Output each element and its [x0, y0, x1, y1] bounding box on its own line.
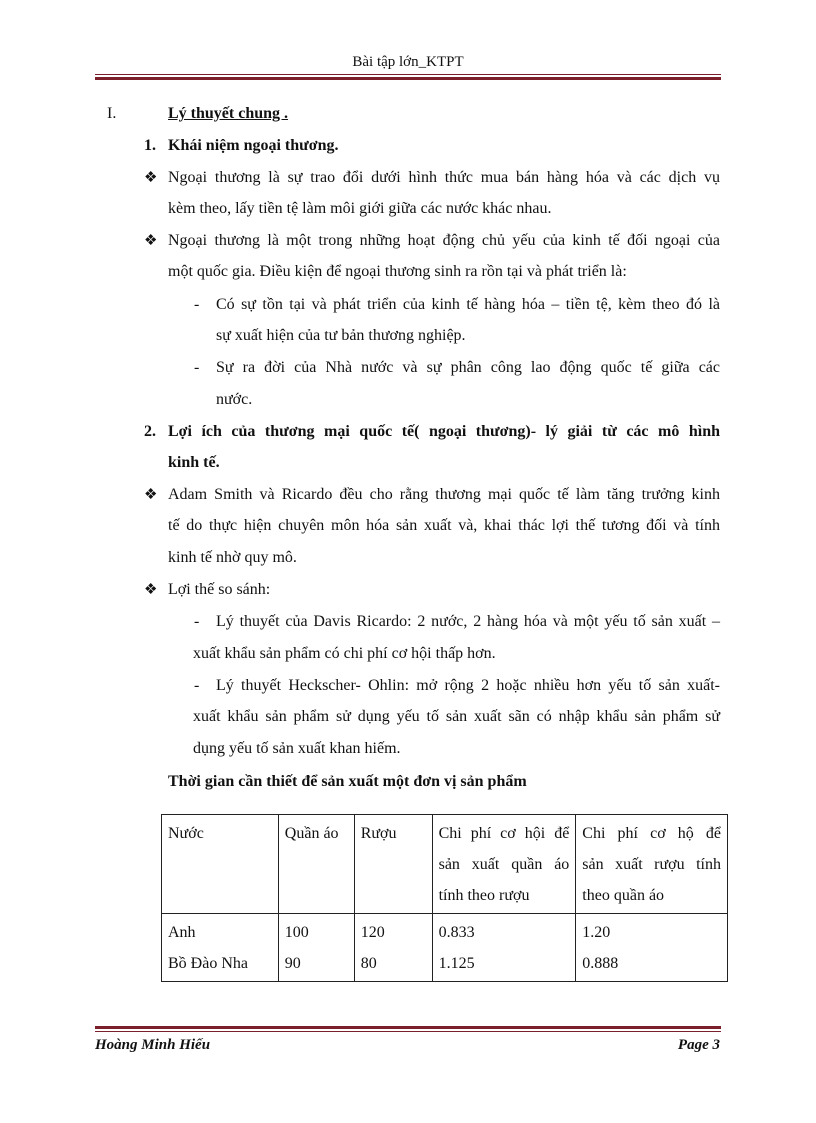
dash-item-3-line-2: xuất khẩu sản phẩm có chi phí cơ hội thấp hơn. — [193, 645, 496, 662]
subheading-1-title: Khái niệm ngoại thương. — [168, 137, 339, 154]
header-cell-line: theo quần áo — [582, 887, 665, 904]
dash-item-2-line-1: Sự ra đời của Nhà nước và sự phân công lao động quốc tế giữa các — [216, 359, 720, 376]
wine-cell — [354, 914, 432, 982]
header-country: Nước — [162, 815, 279, 914]
cost-wine-cell — [576, 914, 728, 982]
header-title: Bài tập lớn_KTPT — [352, 54, 464, 70]
cost-clothes-england: 0.833 — [438, 924, 475, 941]
dash-item-3-line-1: Lý thuyết của Davis Ricardo: 2 nước, 2 hàng hóa và một yếu tố sản xuất – — [216, 613, 720, 630]
paragraph-1-line-1: Ngoại thương là sự trao đổi dưới hình thức mua bán hàng hóa và các dịch vụ — [168, 169, 720, 186]
table-header-row — [162, 815, 728, 914]
clothes-portugal: 90 — [284, 955, 301, 972]
header-cell-line: sản xuất rượu tính — [582, 856, 721, 873]
dash-item-4-line-2: xuất khẩu sản phẩm sử dụng yếu tố sản xuất sãn có nhập khẩu sản phẩm sử — [193, 708, 720, 725]
header-cell-line: Chi phí cơ hội để — [438, 825, 570, 842]
header-cell-line: sản xuất quần áo — [438, 856, 570, 873]
country-cell — [162, 914, 279, 982]
header-clothes: Quần áo — [278, 815, 354, 914]
paragraph-3-line-1: Adam Smith và Ricardo đều cho rằng thương mại quốc tế làm tăng trưởng kinh — [168, 486, 720, 503]
footer-author: Hoàng Minh Hiếu — [95, 1037, 211, 1053]
subheading-2-number: 2. — [144, 423, 156, 440]
clothes-england: 100 — [284, 924, 309, 941]
footer-page-number: Page 3 — [677, 1037, 720, 1053]
country-england: Anh — [168, 924, 196, 941]
wine-england: 120 — [360, 924, 385, 941]
bullet-icon: ❖ — [144, 170, 158, 186]
header-wine: Rượu — [354, 815, 432, 914]
dash-item-1-line-2: sự xuất hiện của tư bản thương nghiệp. — [216, 327, 466, 344]
section-number: I. — [107, 105, 117, 122]
paragraph-1-line-2: kèm theo, lấy tiền tệ làm môi giới giữa các nước khác nhau. — [168, 200, 552, 217]
paragraph-2-line-2: một quốc gia. Điều kiện để ngoại thương sinh ra rồn tại và phát triển là: — [168, 263, 627, 280]
dash-marker: - — [194, 359, 200, 376]
cost-clothes-cell — [432, 914, 576, 982]
header-cell-line: Chi phí cơ hộ để — [582, 825, 721, 842]
header-opportunity-cost-wine — [576, 815, 728, 914]
paragraph-3-line-3: kinh tế nhờ quy mô. — [168, 549, 297, 566]
cost-wine-portugal: 0.888 — [582, 955, 619, 972]
dash-marker: - — [194, 677, 200, 694]
dash-item-2-line-2: nước. — [216, 391, 253, 408]
cost-clothes-portugal: 1.125 — [438, 955, 475, 972]
subheading-2-line-1: Lợi ích của thương mại quốc tế( ngoại thương)- lý giải từ các mô hình — [168, 423, 720, 440]
dash-item-4-line-1: Lý thuyết Heckscher- Ohlin: mở rộng 2 hoặc nhiều hơn yếu tố sản xuất- — [216, 677, 720, 694]
dash-marker: - — [194, 296, 200, 313]
subheading-2-line-2: kinh tế. — [168, 454, 220, 471]
header-rule-thick — [95, 77, 721, 80]
footer-rule-thick — [95, 1026, 721, 1029]
production-table — [161, 814, 728, 982]
header-cell-line: tính theo rượu — [438, 887, 530, 904]
country-portugal: Bồ Đào Nha — [168, 955, 248, 972]
table-title: Thời gian cần thiết để sản xuất một đơn vị sản phẩm — [168, 773, 527, 790]
clothes-cell — [278, 914, 354, 982]
dash-item-1-line-1: Có sự tồn tại và phát triển của kinh tế hàng hóa – tiền tệ, kèm theo đó là — [216, 296, 720, 313]
bullet-icon: ❖ — [144, 582, 158, 598]
dash-item-4-line-3: dụng yếu tố sản xuất khan hiếm. — [193, 740, 401, 757]
paragraph-2-line-1: Ngoại thương là một trong những hoạt động chủ yếu của kinh tế đối ngoại của — [168, 232, 720, 249]
paragraph-3-line-2: tế do thực hiện chuyên môn hóa sản xuất và, khai thác lợi thế tương đối và tính — [168, 517, 720, 534]
footer-rule-thin — [95, 1031, 721, 1032]
header-opportunity-cost-clothes — [432, 815, 576, 914]
subheading-1-number: 1. — [144, 137, 156, 154]
section-title: Lý thuyết chung . — [168, 105, 289, 122]
table-row — [162, 914, 728, 982]
cost-wine-england: 1.20 — [582, 924, 611, 941]
dash-marker: - — [194, 613, 200, 630]
wine-portugal: 80 — [360, 955, 377, 972]
paragraph-4-line-1: Lợi thế so sánh: — [168, 581, 271, 598]
bullet-icon: ❖ — [144, 487, 158, 503]
header-rule-thin — [95, 74, 721, 75]
bullet-icon: ❖ — [144, 233, 158, 249]
